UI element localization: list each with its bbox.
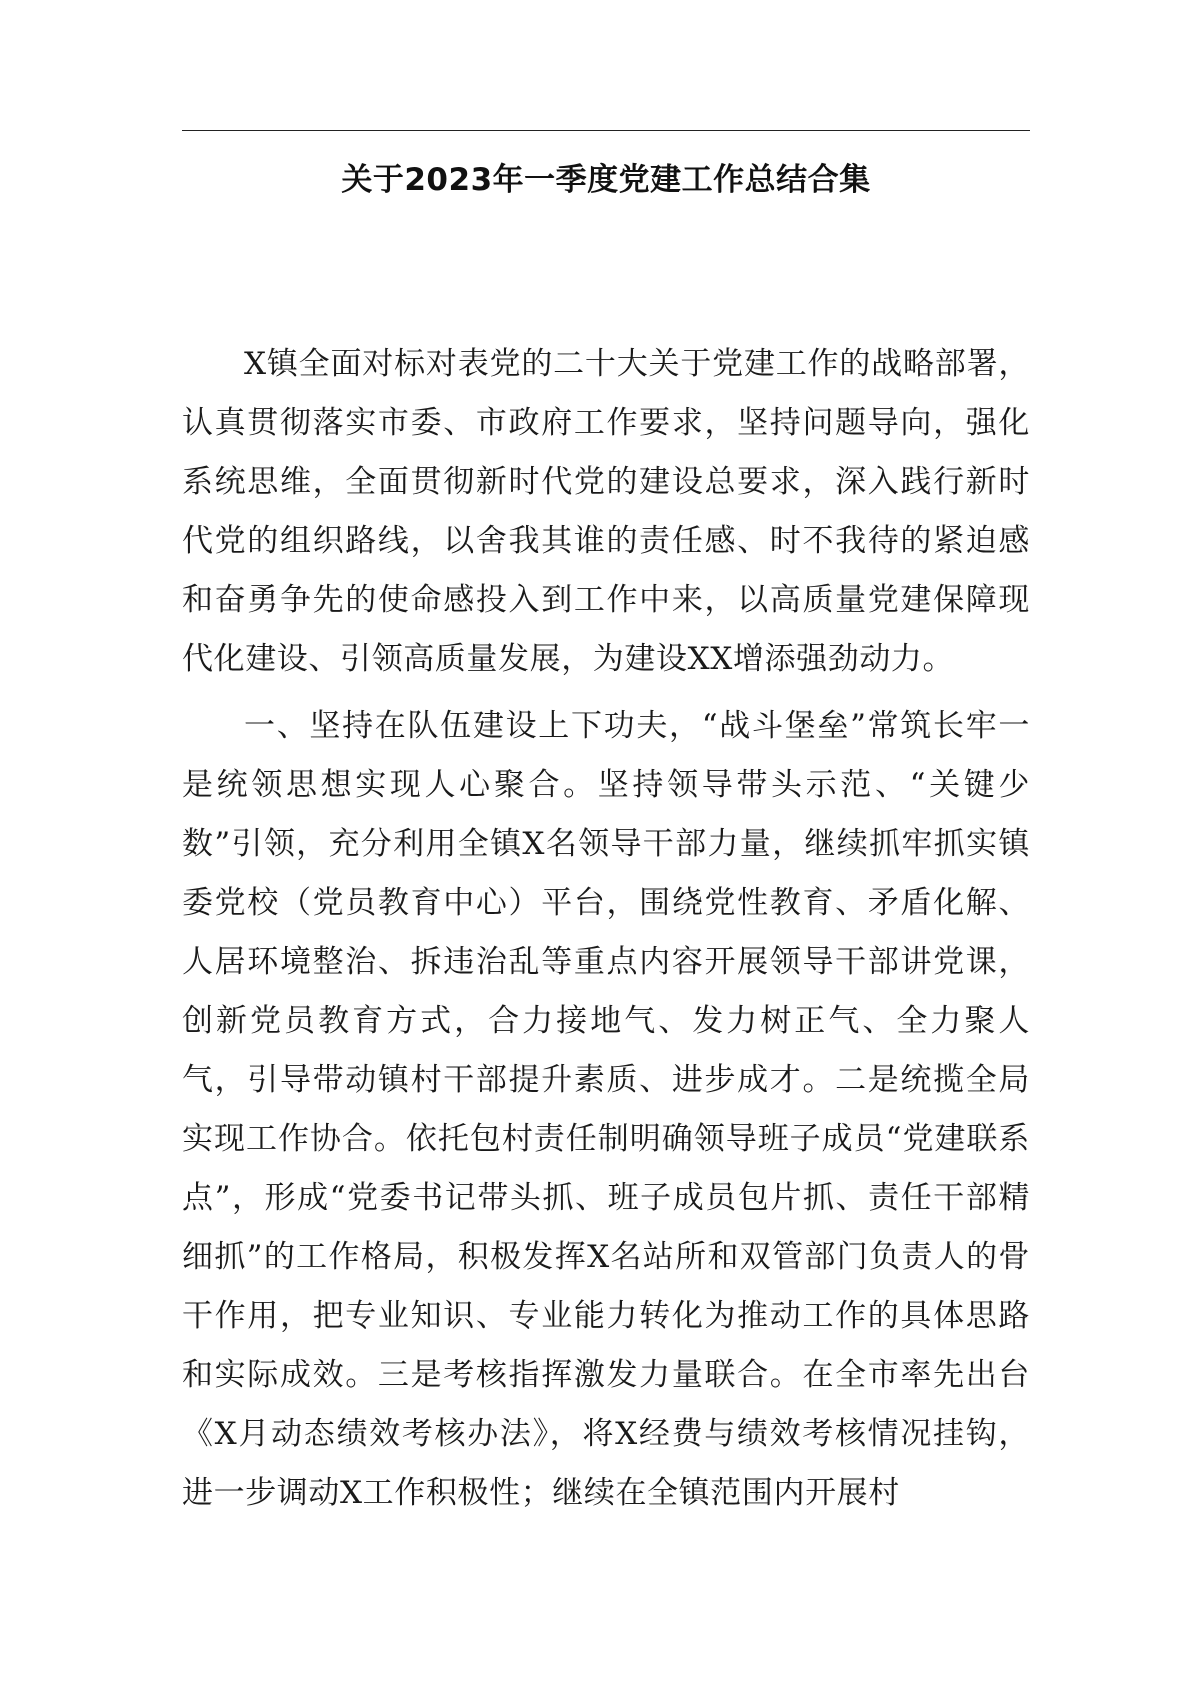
header-rule bbox=[182, 130, 1030, 131]
document-title: 关于2023年一季度党建工作总结合集 bbox=[341, 162, 871, 198]
paragraph-section-one: 一、坚持在队伍建设上下功夫，“战斗堡垒”常筑长牢一是统领思想实现人心聚合。坚持领导带头示范、“关键少数”引领，充分利用全镇X名领导干部力量，继续抓牢抓实镇委党校（党员教育中心）平台，围绕党性教育、矛盾化解、人居环境整治、拆违治乱等重点内容开展领导干部讲党课，创新党员教育方式，合力接地气、发力树正气、全力聚人气，引导带动镇村干部提升素质、进步成才。二是统揽全局实现工作协合。依托包村责任制明确领导班子成员“党建联系点”，形成“党委书记带头抓、班子成员包片抓、责任干部精细抓”的工作格局，积极发挥X名站所和双管部门负责人的骨干作用，把专业知识、专业能力转化为推动工作的具体思路和实际成效。三是考核指挥激发力量联合。在全市率先出台《X月动态绩效考核办法》，将X经费与绩效考核情况挂钩，进一步调动X工作积极性；继续在全镇范围内开展村 bbox=[182, 708, 1030, 1511]
document-body bbox=[182, 335, 1030, 1531]
paragraph-intro: X镇全面对标对表党的二十大关于党建工作的战略部署，认真贯彻落实市委、市政府工作要求，坚持问题导向，强化系统思维，全面贯彻新时代党的建设总要求，深入践行新时代党的组织路线，以舍我其谁的责任感、时不我待的紧迫感和奋勇争先的使命感投入到工作中来，以高质量党建保障现代化建设、引领高质量发展，为建设XX增添强劲动力。 bbox=[182, 346, 1030, 677]
